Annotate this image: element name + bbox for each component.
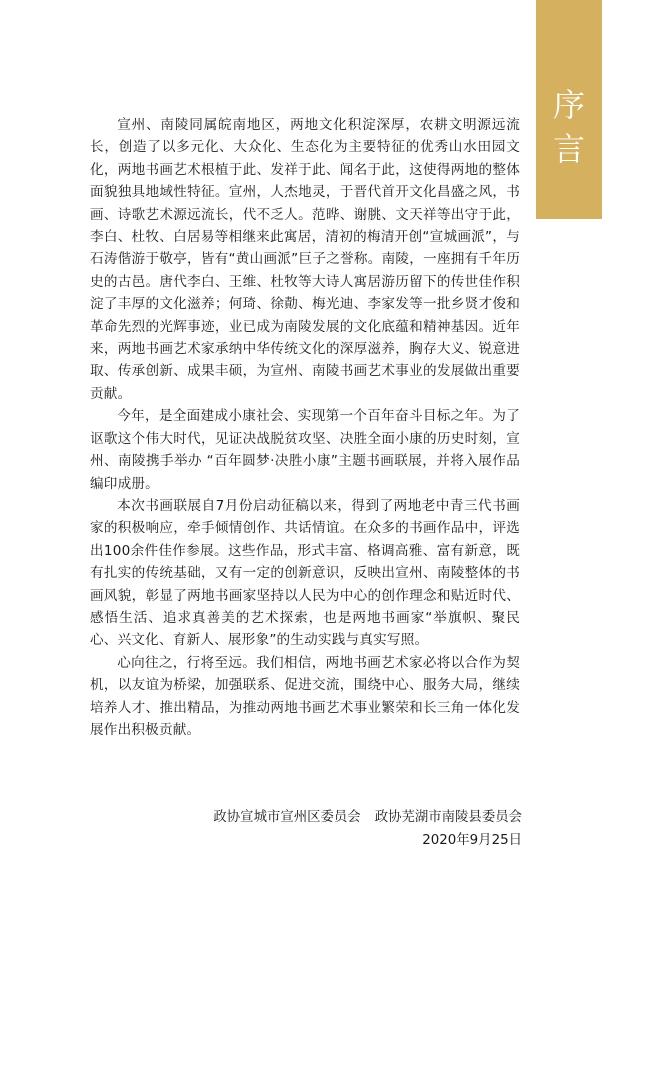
preface-body — [90, 114, 520, 741]
paragraph-4: 心向往之，行将至远。我们相信，两地书画艺术家必将以合作为契机，以友谊为桥梁，加强联系、促进交流，围绕中心、服务大局，继续培养人才、推出精品，为推动两地书画艺术事业繁荣和长三角一体化发展作出积极贡献。 — [90, 654, 520, 738]
title-char-yan: 言 — [552, 130, 585, 168]
signature-date: 2020年9月25日 — [422, 833, 522, 848]
title-char-xu: 序 — [552, 86, 585, 124]
signature-org-nanling: 政协芜湖市南陵县委员会 — [374, 810, 522, 825]
signature-orgs — [213, 806, 522, 829]
paragraph-3: 本次书画联展自7月份启动征稿以来，得到了两地老中青三代书画家的积极响应，牵手倾情创作、共话情谊。在众多的书画作品中，评选出100余件佳作参展。这些作品，形式丰富、格调高雅、富有新意，既有扎实的传统基础，又有一定的创新意识，反映出宣州、南陵整体的书画风貌，彰显了两地书画家坚持以人民为中心的创作理念和贴近时代、感悟生活、追求真善美的艺术探索，也是两地书画家“举旗帜、聚民心、兴文化、育新人、展形象”的生动实践与真实写照。 — [90, 497, 520, 649]
paragraph-2: 今年，是全面建成小康社会、实现第一个百年奋斗目标之年。为了讴歌这个伟大时代，见证决战脱贫攻坚、决胜全面小康的历史时刻，宣州、南陵携手举办 “百年圆梦·决胜小康”主题书画联展，并将入展作品编印成册。 — [90, 408, 520, 492]
signature-block — [213, 806, 522, 852]
paragraph-1: 宣州、南陵同属皖南地区，两地文化积淀深厚，农耕文明源远流长，创造了以多元化、大众化、生态化为主要特征的优秀山水田园文化，两地书画艺术根植于此、发祥于此、闻名于此，这使得两地的整体面貌独具地域性特征。宣州，人杰地灵，于晋代首开文化昌盛之风，书画、诗歌艺术源远流长，代不乏人。范晔、谢朓、文天祥等出守于此，李白、杜牧、白居易等相继来此寓居，清初的梅清开创“宣城画派”，与石涛偕游于敬亭，皆有“黄山画派”巨子之誉称。南陵，一座拥有千年历史的古邑。唐代李白、王维、杜牧等大诗人寓居游历留下的传世佳作积淀了丰厚的文化滋养；何琦、徐勣、梅光迪、李家发等一批乡贤才俊和革命先烈的光辉事迹，业已成为南陵发展的文化底蕴和精神基因。近年来，两地书画艺术家承纳中华传统文化的深厚滋养，胸存大义、锐意进取、传承创新、成果丰硕，为宣州、南陵书画艺术事业的发展做出重要贡献。 — [90, 117, 520, 402]
title-tab — [536, 0, 602, 219]
signature-org-xuanzhou: 政协宣城市宣州区委员会 — [213, 810, 361, 825]
